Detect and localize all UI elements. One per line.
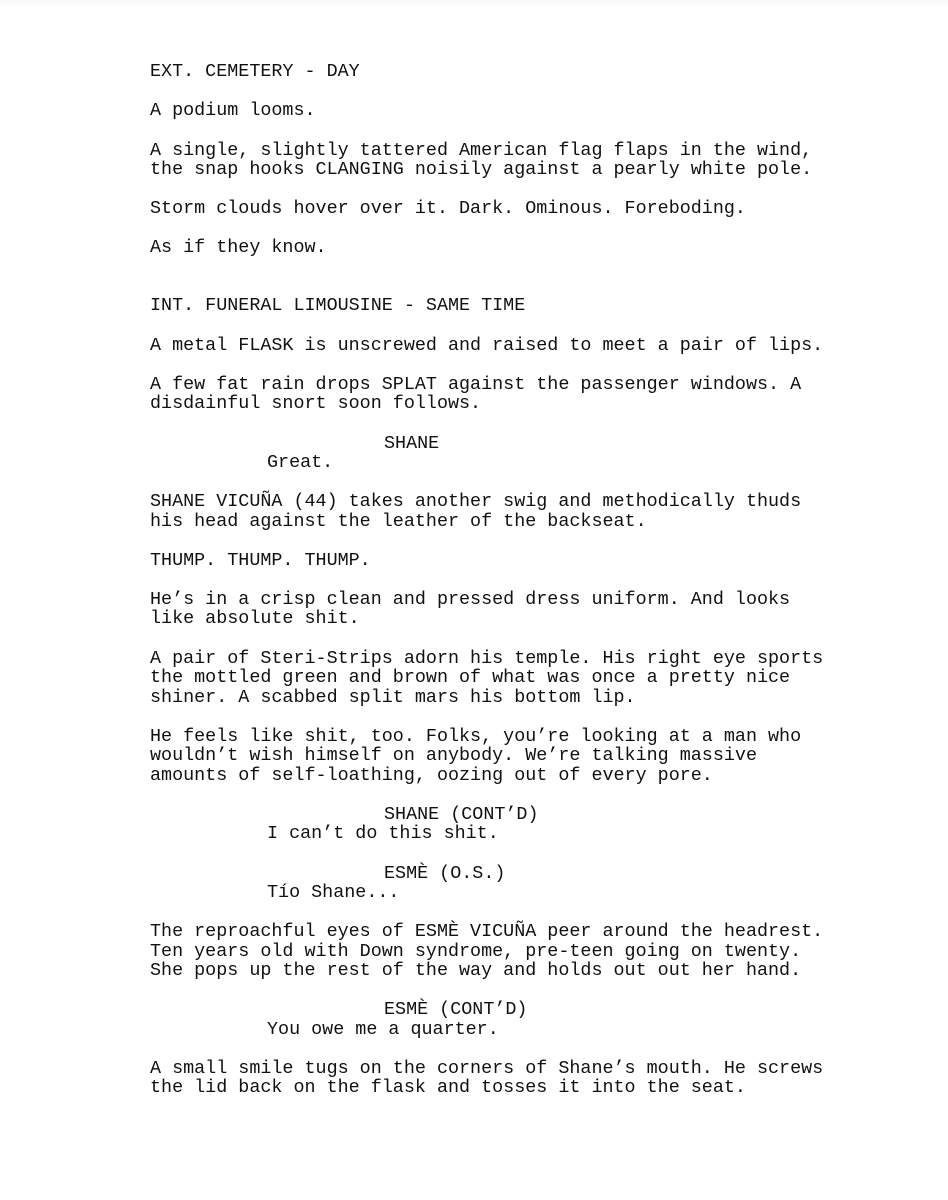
character-cue: SHANE (CONT’D) xyxy=(384,804,539,825)
action-line: his head against the leather of the backseat. xyxy=(150,511,647,532)
action-line: disdainful snort soon follows. xyxy=(150,393,482,414)
action-line: A podium looms. xyxy=(150,100,316,121)
action-line: A metal FLASK is unscrewed and raised to meet a pair of lips. xyxy=(150,335,824,356)
action-line: She pops up the rest of the way and holds out out her hand. xyxy=(150,960,802,981)
dialogue-line: Great. xyxy=(267,452,334,473)
action-line: the lid back on the flask and tosses it into the seat. xyxy=(150,1077,746,1098)
character-cue: ESMÈ (O.S.) xyxy=(384,863,506,884)
action-line: Storm clouds hover over it. Dark. Ominous. Foreboding. xyxy=(150,198,746,219)
action-line: shiner. A scabbed split mars his bottom lip. xyxy=(150,687,636,708)
dialogue-line: You owe me a quarter. xyxy=(267,1019,499,1040)
action-line: He’s in a crisp clean and pressed dress uniform. And looks xyxy=(150,589,791,610)
dialogue-line: I can’t do this shit. xyxy=(267,823,499,844)
action-line: A small smile tugs on the corners of Shane’s mouth. He screws xyxy=(150,1058,824,1079)
character-cue: ESMÈ (CONT’D) xyxy=(384,999,528,1020)
scene-heading: INT. FUNERAL LIMOUSINE - SAME TIME xyxy=(150,295,526,316)
scene-heading: EXT. CEMETERY - DAY xyxy=(150,61,360,82)
action-line: the mottled green and brown of what was once a pretty nice xyxy=(150,667,791,688)
action-line: A single, slightly tattered American flag flaps in the wind, xyxy=(150,140,813,161)
action-line: Ten years old with Down syndrome, pre-teen going on twenty. xyxy=(150,941,802,962)
action-line: A pair of Steri-Strips adorn his temple. His right eye sports xyxy=(150,648,824,669)
action-line: like absolute shit. xyxy=(150,608,360,629)
action-line: SHANE VICUÑA (44) takes another swig and methodically thuds xyxy=(150,491,802,512)
character-cue: SHANE xyxy=(384,433,440,454)
action-line: THUMP. THUMP. THUMP. xyxy=(150,550,371,571)
action-line: amounts of self-loathing, oozing out of every pore. xyxy=(150,765,713,786)
action-line: He feels like shit, too. Folks, you’re looking at a man who xyxy=(150,726,802,747)
action-line: A few fat rain drops SPLAT against the passenger windows. A xyxy=(150,374,802,395)
action-line: As if they know. xyxy=(150,237,327,258)
action-line: the snap hooks CLANGING noisily against a pearly white pole. xyxy=(150,159,813,180)
dialogue-line: Tío Shane... xyxy=(267,882,400,903)
action-line: wouldn’t wish himself on anybody. We’re talking massive xyxy=(150,745,757,766)
action-line: The reproachful eyes of ESMÈ VICUÑA peer around the headrest. xyxy=(150,921,824,942)
